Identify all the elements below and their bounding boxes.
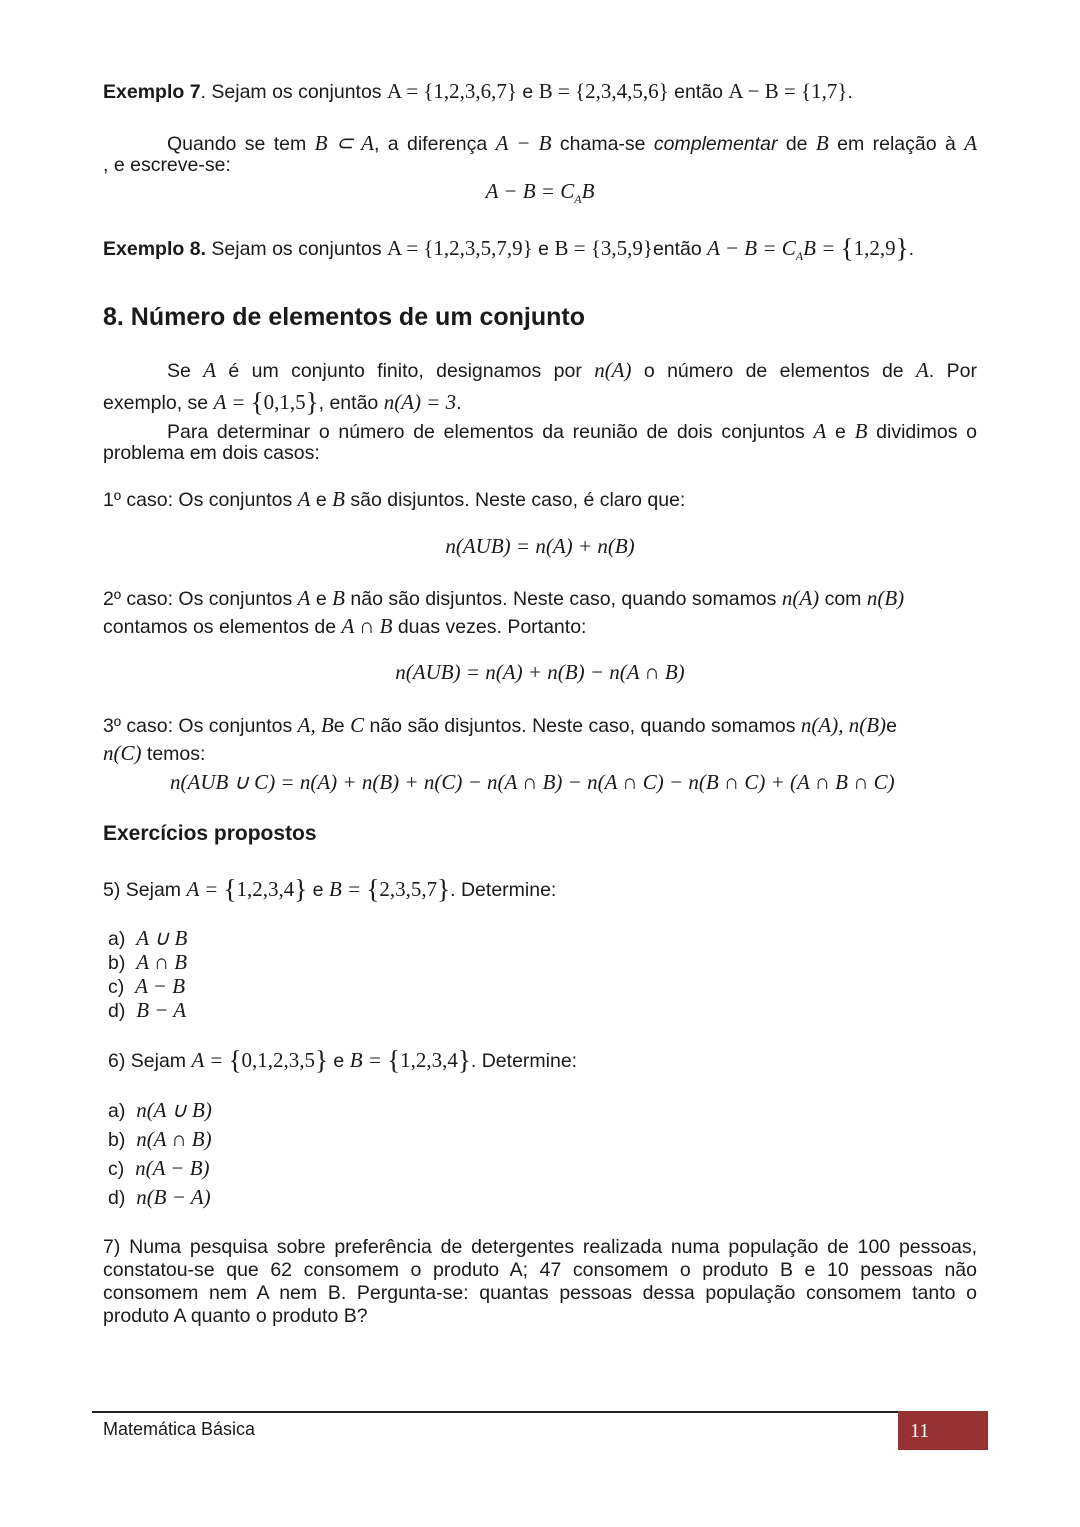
page-number: 11 bbox=[898, 1411, 988, 1450]
exercise-5: 5) Sejam A = {1,2,3,4} e B = {2,3,5,7}. Determine: bbox=[103, 874, 557, 904]
example-label: Exemplo 7 bbox=[103, 81, 201, 103]
case-3-formula: n(AUB ∪ C) = n(A) + n(B) + n(C) − n(A ∩ B) − n(A ∩ C) − n(B ∩ C) + (A ∩ B ∩ C) bbox=[170, 770, 895, 794]
exercise-5-item: c) A − B bbox=[108, 974, 186, 998]
exercise-6-item: c) n(A − B) bbox=[108, 1156, 210, 1180]
case-3: 3º caso: Os conjuntos A, Be C não são disjuntos. Neste caso, quando somamos n(A), n(B)e bbox=[103, 713, 897, 737]
exercise-5-item: d) B − A bbox=[108, 998, 187, 1022]
set-b: B = {2,3,4,5,6} bbox=[538, 79, 669, 103]
section-heading: 8. Número de elementos de um conjunto bbox=[103, 303, 586, 331]
complement-paragraph-cont: , e escreve-se: bbox=[103, 154, 231, 176]
example-label: Exemplo 8. bbox=[103, 238, 206, 260]
exercise-5-item: a) A ∪ B bbox=[108, 926, 188, 950]
result: A − B = {1,7} bbox=[728, 79, 848, 103]
exercise-6-item: a) n(A ∪ B) bbox=[108, 1098, 212, 1122]
example-8: Exemplo 8. Sejam os conjuntos A = {1,2,3,5,7,9} e B = {3,5,9}então $A - B = C_AB = \{1,2,9\}$. bbox=[103, 233, 914, 263]
case-1-formula: n(AUB) = n(A) + n(B) bbox=[445, 534, 635, 558]
definition-example: exemplo, se A = {0,1,5}, então n(A) = 3. bbox=[103, 387, 462, 417]
exercise-7-line: constatou-se que 62 consomem o produto A; 47 consomem o produto B e 10 pessoas não bbox=[103, 1259, 977, 1281]
exercise-7-line: consomem nem A nem B. Pergunta-se: quantas pessoas dessa população consomem tanto o bbox=[103, 1282, 977, 1304]
definition-paragraph: Se A é um conjunto finito, designamos por n(A) o número de elementos de A. Por bbox=[167, 358, 977, 382]
case-3-cont: n(C) temos: bbox=[103, 741, 206, 765]
exercise-7-line: produto A quanto o produto B? bbox=[103, 1305, 368, 1327]
union-paragraph-cont: problema em dois casos: bbox=[103, 442, 320, 464]
exercise-6: 6) Sejam A = {0,1,2,3,5} e B = {1,2,3,4}. Determine: bbox=[108, 1045, 578, 1075]
exercise-5-item: b) A ∩ B bbox=[108, 950, 188, 974]
exercise-6-item: d) n(B − A) bbox=[108, 1185, 211, 1209]
footer-title: Matemática Básica bbox=[103, 1419, 256, 1439]
union-paragraph: Para determinar o número de elementos da reunião de dois conjuntos A e B dividimos o bbox=[167, 419, 977, 443]
example-7: Exemplo 7. Sejam os conjuntos A = {1,2,3,6,7} e B = {2,3,4,5,6} então A − B = {1,7}. bbox=[103, 79, 853, 103]
term-complementar: complementar bbox=[653, 133, 778, 155]
case-2: 2º caso: Os conjuntos A e B não são disjuntos. Neste caso, quando somamos n(A) com n(B) bbox=[103, 586, 905, 610]
footer-divider bbox=[92, 1411, 898, 1413]
case-1: 1º caso: Os conjuntos A e B são disjuntos. Neste caso, é claro que: bbox=[103, 487, 686, 511]
set-a: A = {1,2,3,6,7} bbox=[386, 79, 517, 103]
complement-paragraph: Quando se tem B ⊂ A, a diferença A − B chama-se complementar de B em relação à A bbox=[167, 131, 978, 155]
complement-formula: $A - B = C_AB$ bbox=[485, 179, 595, 206]
exercise-6-item: b) n(A ∩ B) bbox=[108, 1127, 212, 1151]
exercises-heading: Exercícios propostos bbox=[103, 822, 317, 845]
case-2-formula: n(AUB) = n(A) + n(B) − n(A ∩ B) bbox=[395, 660, 685, 684]
case-2-cont: contamos os elementos de A ∩ B duas vezes. Portanto: bbox=[103, 614, 587, 638]
exercise-7-line: 7) Numa pesquisa sobre preferência de detergentes realizada numa população de 100 pessoas, bbox=[103, 1236, 977, 1258]
